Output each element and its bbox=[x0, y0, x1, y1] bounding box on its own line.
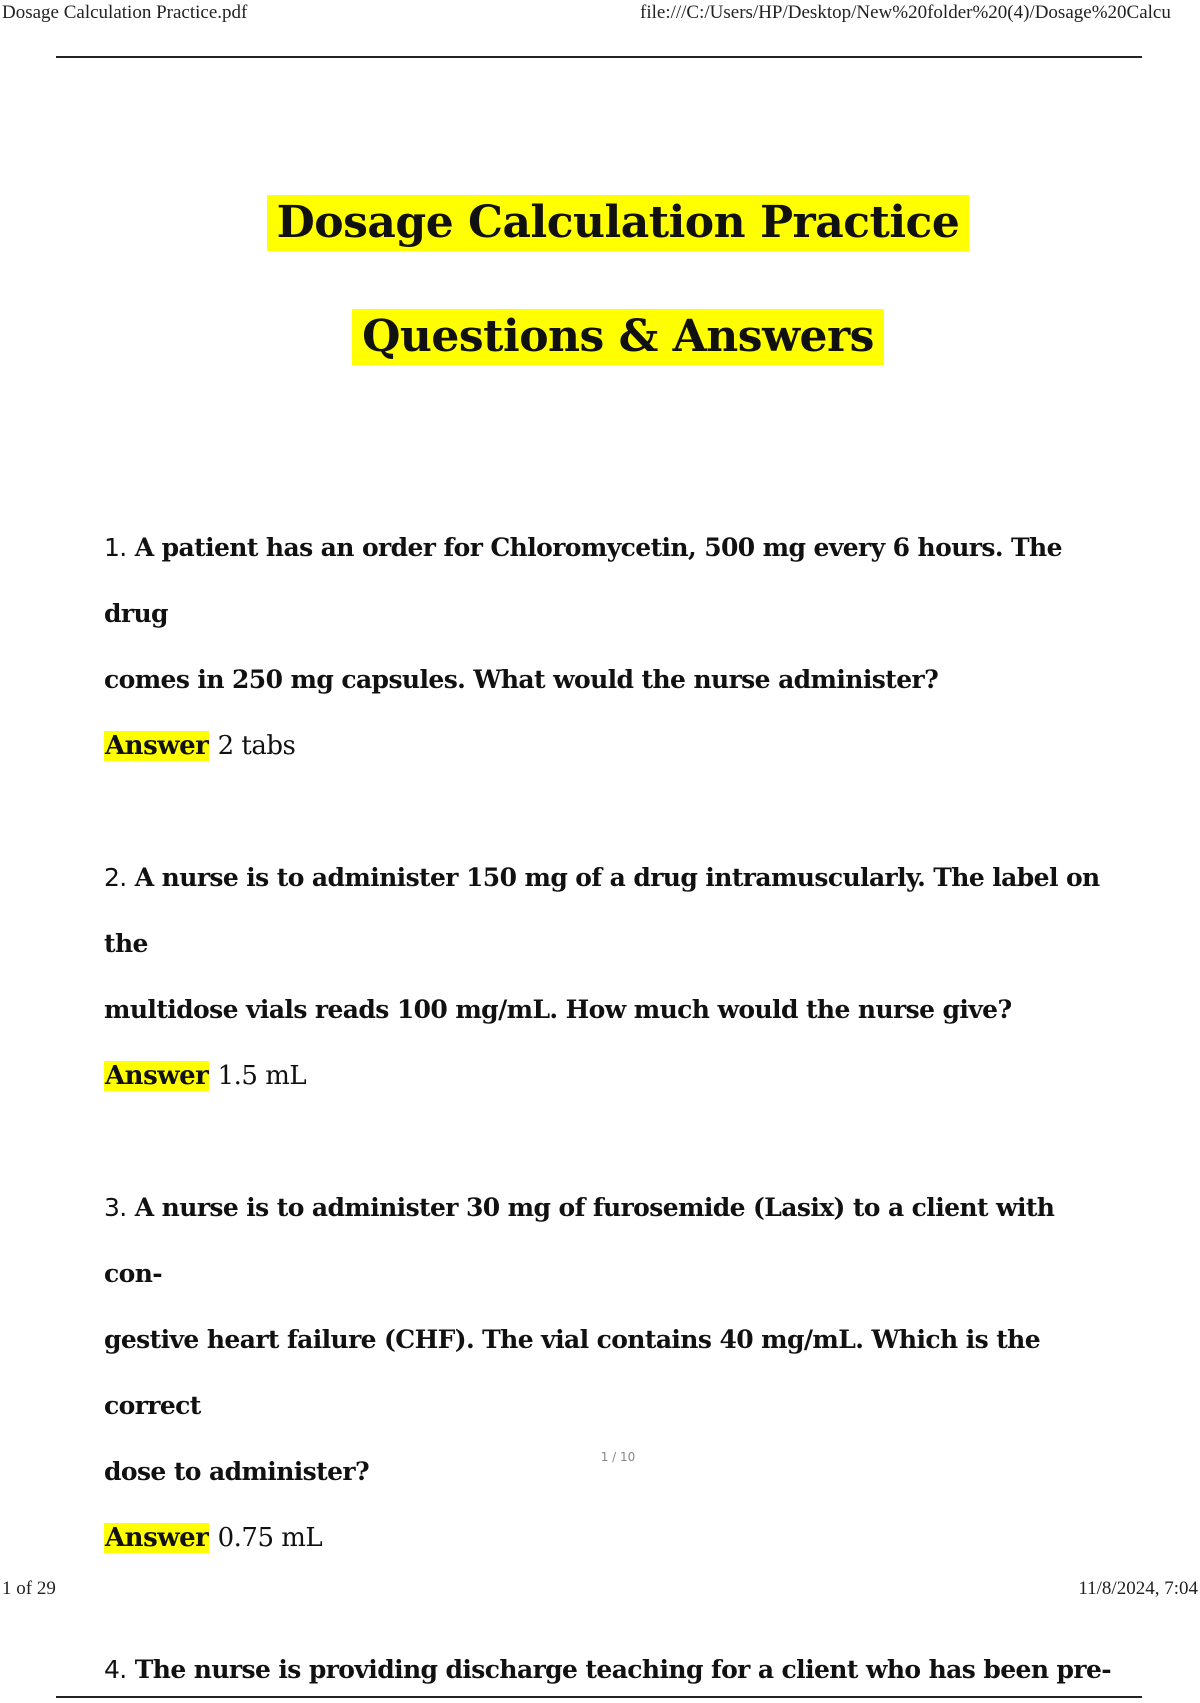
question-1 bbox=[104, 515, 1114, 779]
question-2 bbox=[104, 845, 1114, 1109]
question-3-number: 3. bbox=[104, 1193, 127, 1222]
print-footer-page-count: 1 of 29 bbox=[2, 1578, 56, 1599]
question-2-answer bbox=[104, 1043, 1114, 1109]
question-1-line-2: comes in 250 mg capsules. What would the nurse administer? bbox=[104, 665, 939, 694]
print-footer-timestamp: 11/8/2024, 7:04 bbox=[1078, 1578, 1198, 1599]
question-3-answer bbox=[104, 1505, 1114, 1571]
question-1-line-1 bbox=[104, 515, 1114, 647]
question-2-line-1 bbox=[104, 845, 1114, 977]
footer-divider bbox=[56, 1696, 1142, 1698]
answer-label: Answer bbox=[105, 1061, 209, 1091]
print-header-document-name: Dosage Calculation Practice.pdf bbox=[2, 2, 248, 23]
title-line-2: Questions & Answers bbox=[352, 309, 884, 365]
question-1-text-1: A patient has an order for Chloromycetin, 500 mg every 6 hours. The drug bbox=[104, 533, 1062, 628]
header-divider bbox=[56, 56, 1142, 58]
question-4-line-1 bbox=[104, 1637, 1114, 1703]
question-4-text-1: The nurse is providing discharge teaching for a client who has been pre- bbox=[134, 1655, 1112, 1684]
question-4 bbox=[104, 1637, 1114, 1703]
question-3-line-1 bbox=[104, 1175, 1114, 1307]
question-1-number: 1. bbox=[104, 533, 127, 562]
answer-value: 2 tabs bbox=[217, 731, 296, 761]
question-3-line-2: gestive heart failure (CHF). The vial contains 40 mg/mL. Which is the correct bbox=[104, 1325, 1041, 1420]
answer-label: Answer bbox=[105, 1523, 209, 1553]
question-3-line-3: dose to administer? bbox=[104, 1457, 370, 1486]
document-title bbox=[0, 195, 1200, 365]
question-3-text-1: A nurse is to administer 30 mg of furosemide (Lasix) to a client with con- bbox=[104, 1193, 1055, 1288]
question-4-number: 4. bbox=[104, 1655, 127, 1684]
question-2-number: 2. bbox=[104, 863, 127, 892]
print-header-file-path: file:///C:/Users/HP/Desktop/New%20folder%20(4)/Dosage%20Calcu bbox=[640, 2, 1171, 23]
print-header bbox=[0, 0, 1200, 28]
question-2-text-1: A nurse is to administer 150 mg of a drug intramuscularly. The label on the bbox=[104, 863, 1100, 958]
answer-value: 1.5 mL bbox=[217, 1061, 307, 1091]
question-3 bbox=[104, 1175, 1114, 1571]
answer-value: 0.75 mL bbox=[217, 1523, 323, 1553]
question-1-answer bbox=[104, 713, 1114, 779]
question-2-line-2: multidose vials reads 100 mg/mL. How much would the nurse give? bbox=[104, 995, 1012, 1024]
questions-list bbox=[104, 515, 1114, 1703]
title-line-1: Dosage Calculation Practice bbox=[267, 195, 970, 251]
answer-label: Answer bbox=[105, 731, 209, 761]
pdf-page-indicator: 1 / 10 bbox=[600, 1450, 636, 1464]
